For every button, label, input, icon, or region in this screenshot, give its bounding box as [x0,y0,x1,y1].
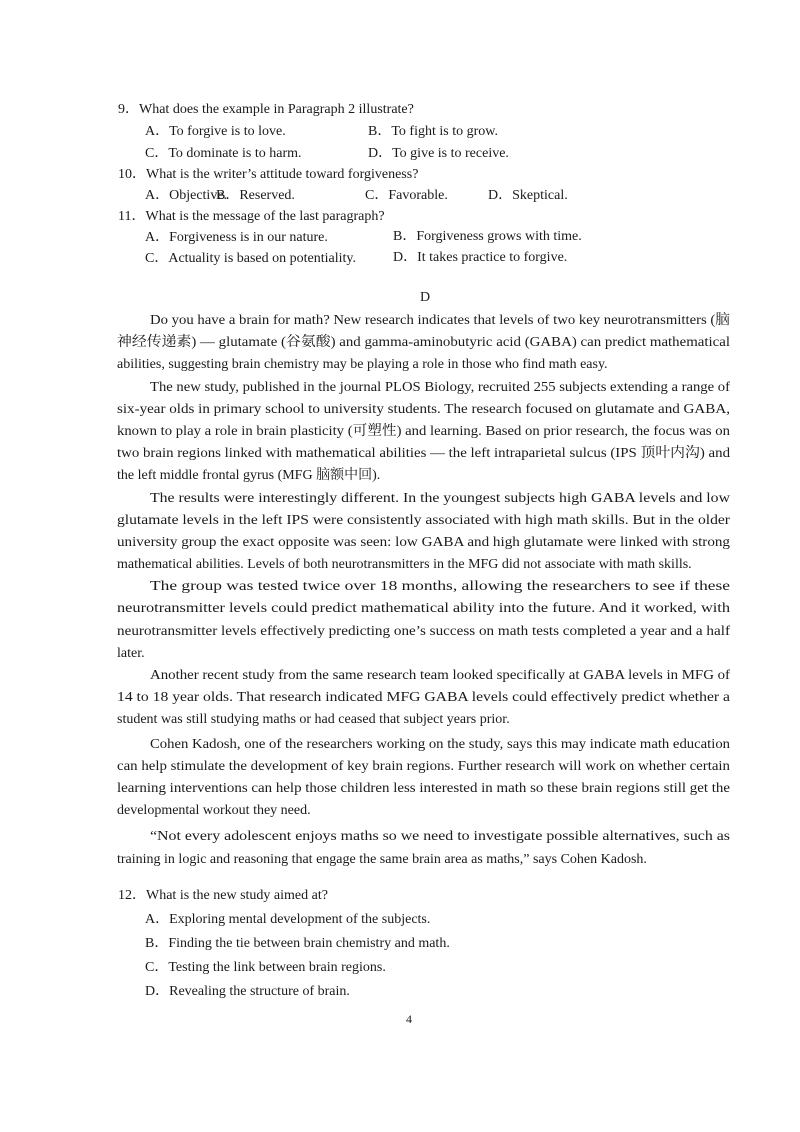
paragraph-line [117,354,730,376]
line-text: six-year olds in primary school to university students. The research focused on glutamate and GABA, [117,401,730,417]
paragraph [117,576,730,665]
paragraph [117,665,730,732]
paragraph-line [117,332,730,354]
paragraph-line [117,665,730,687]
question-12-stem [118,884,328,904]
paragraph-line [117,621,730,643]
paragraph-line [117,734,730,756]
line-text: learning interventions can help those children less interested in math so these brain regions still get the [117,780,731,796]
question-number: 12． [118,888,146,903]
paragraph-line [117,576,730,598]
line-text: glutamate levels in the left IPS were consistently associated with high math skills. But in the older [117,512,731,528]
line-text: abilities, suggesting brain chemistry may be playing a role in those who find math easy. [117,357,608,373]
line-text: two brain regions linked with mathematical abilities — the left intraparietal sulcus (IPS 顶叶内沟) and [117,446,731,462]
paragraph [117,377,730,488]
line-text: can help stimulate the development of key brain regions. Further research will work on whether certain [117,758,731,774]
paragraph-line [117,421,730,443]
line-text: The group was tested twice over 18 months, allowing the researchers to see if these [150,579,731,595]
option-d: D．It takes practice to forgive. [393,250,568,265]
paragraph-line [117,377,730,399]
line-text: 14 to 18 year olds. That research indicated MFG GABA levels could effectively predict whether a [117,690,730,706]
question-10-stem [118,163,418,183]
paragraph-line [117,510,730,532]
line-text: “Not every adolescent enjoys maths so we need to investigate possible alternatives, such as [150,829,730,845]
line-text: neurotransmitter levels effectively predicting one’s success on math tests completed a year and a half [117,623,731,639]
paragraph-line [117,310,730,332]
option-a: A．Forgiveness is in our nature. [145,230,328,245]
question-11-stem [118,205,385,225]
paragraph [117,826,730,870]
line-text: known to play a role in brain plasticity (可塑性) and learning. Based on prior research, the focus was on [117,423,730,439]
reading-passage [117,310,730,871]
line-text: developmental workout they need. [117,803,311,819]
paragraph-line [117,643,730,665]
option-a: A．Objective. [145,188,228,203]
paragraph-line [117,399,730,421]
paragraph-line [117,709,730,731]
question-text: What is the writer’s attitude toward forgiveness? [146,167,419,182]
paragraph-line [117,465,730,487]
paragraph-line [117,443,730,465]
line-text: neurotransmitter levels could predict mathematical ability into the future. And it worked, with [117,601,731,617]
option-a: A．To forgive is to love. [145,124,286,139]
line-text: mathematical abilities. Levels of both neurotransmitters in the MFG did not associate with math skills. [117,557,692,573]
line-text: later. [117,645,145,661]
option-c: C．To dominate is to harm. [145,146,302,161]
option-c: C．Actuality is based on potentiality. [145,251,357,266]
paragraph [117,310,730,377]
paragraph-line [117,800,730,822]
line-text: The new study, published in the journal PLOS Biology, recruited 255 subjects extending a range of [150,379,730,395]
line-text: The results were interestingly different. In the youngest subjects high GABA levels and low [150,490,730,506]
option-c: C．Favorable. [365,188,448,203]
question-number: 11． [118,209,146,224]
paragraph-line [117,778,730,800]
question-number: 10． [118,167,146,182]
option-c: C．Testing the link between brain regions. [145,960,386,975]
option-d: D．To give is to receive. [368,146,509,161]
option-b: B．Reserved. [216,188,295,203]
paragraph [117,734,730,823]
paragraph-line [117,598,730,620]
line-text: training in logic and reasoning that engage the same brain area as maths,” says Cohen Kadosh. [117,851,647,867]
option-d: D．Skeptical. [488,188,568,203]
question-9-stem [118,98,414,118]
option-a: A．Exploring mental development of the subjects. [145,912,431,927]
option-d: D．Revealing the structure of brain. [145,984,350,999]
line-text: Cohen Kadosh, one of the researchers working on the study, says this may indicate math education [150,736,731,752]
question-text: What is the new study aimed at? [146,888,328,903]
paragraph-line [117,532,730,554]
line-text: Do you have a brain for math? New research indicates that levels of two key neurotransmitters (脑 [150,313,731,328]
question-text: What does the example in Paragraph 2 illustrate? [139,102,414,117]
line-text: Another recent study from the same research team looked specifically at GABA levels in MFG of [150,668,731,683]
paragraph-line [117,849,730,871]
option-b: B．To fight is to grow. [368,124,498,139]
question-text: What is the message of the last paragraph? [145,209,385,224]
paragraph [117,488,730,577]
line-text: 神经传递素) — glutamate (谷氨酸) and gamma-aminobutyric acid (GABA) can predict mathematical [117,335,730,351]
paragraph-line [117,488,730,510]
paragraph-line [117,756,730,778]
option-b: B．Forgiveness grows with time. [393,229,582,244]
line-text: the left middle frontal gyrus (MFG 脑额中回). [117,468,381,484]
section-label: D [420,290,431,305]
line-text: university group the exact opposite was seen: low GABA and high glutamate were linked with strong [117,534,730,550]
page-number: 4 [406,1012,412,1026]
paragraph-line [117,826,730,848]
paragraph-line [117,554,730,576]
question-number: 9． [118,102,139,117]
option-b: B．Finding the tie between brain chemistry and math. [145,936,450,951]
line-text: student was still studying maths or had ceased that subject years prior. [117,712,510,728]
paragraph-line [117,687,730,709]
